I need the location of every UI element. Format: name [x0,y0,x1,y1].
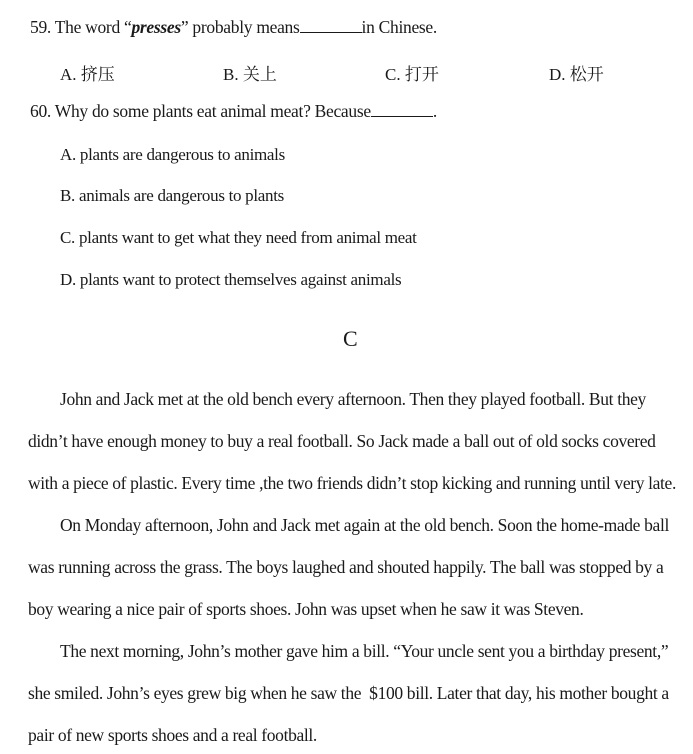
option-letter: C. [60,228,75,247]
option-letter: D. [549,65,566,84]
option-text: plants are dangerous to animals [79,145,285,164]
option-letter: C. [385,65,401,84]
option-text: plants want to get what they need from animal meat [78,228,417,247]
option-a[interactable] [60,60,115,85]
section-heading: C [343,326,358,351]
option-text: plants want to protect themselves against animals [79,270,402,289]
option-d[interactable] [60,270,401,290]
option-text: 挤压 [80,65,115,84]
text-segment: in Chinese. [361,17,437,37]
answer-blank[interactable] [300,18,362,33]
passage-line: boy wearing a nice pair of sports shoes. John was upset when he saw it was Steven. [28,599,584,619]
passage-line: with a piece of plastic. Every time ,the two friends didn’t stop kicking and running until very late. [28,473,676,493]
passage-line: was running across the grass. The boys laughed and shouted happily. The ball was stopped by a [28,557,664,577]
answer-blank[interactable] [371,102,433,117]
passage-line: pair of new sports shoes and a real football. [28,725,317,745]
text-segment: . [432,101,437,121]
option-b[interactable] [60,186,284,206]
option-c[interactable] [60,228,417,248]
option-text: animals are dangerous to plants [78,186,284,205]
text-segment: ” probably means [180,17,300,37]
option-letter: A. [60,65,77,84]
option-letter: A. [60,145,76,164]
passage-line: The next morning, John’s mother gave him a bill. “Your uncle sent you a birthday present,” [60,641,669,661]
passage-line: she smiled. John’s eyes grew big when he saw the $100 bill. Later that day, his mother bought a [28,683,669,703]
question-text [55,17,300,37]
question-number: 59. [30,17,51,37]
option-a[interactable] [60,145,285,165]
passage-line: John and Jack met at the old bench every afternoon. Then they played football. But they [60,389,646,409]
keyword: presses [131,17,181,37]
option-c[interactable] [385,60,439,85]
option-text: 打开 [404,65,439,84]
option-d[interactable] [549,60,604,85]
passage-line: On Monday afternoon, John and Jack met again at the old bench. Soon the home-made ball [60,515,669,535]
question-59 [30,18,437,37]
text-segment: The word “ [54,17,132,37]
question-text: Why do some plants eat animal meat? Because [54,101,371,121]
passage-line: didn’t have enough money to buy a real football. So Jack made a ball out of old socks covered [28,431,656,451]
option-b[interactable] [223,60,277,85]
question-number: 60. [30,101,51,121]
option-text: 关上 [242,65,277,84]
question-60 [30,102,437,121]
option-text: 松开 [569,65,604,84]
option-letter: B. [60,186,75,205]
option-letter: B. [223,65,239,84]
option-letter: D. [60,270,76,289]
